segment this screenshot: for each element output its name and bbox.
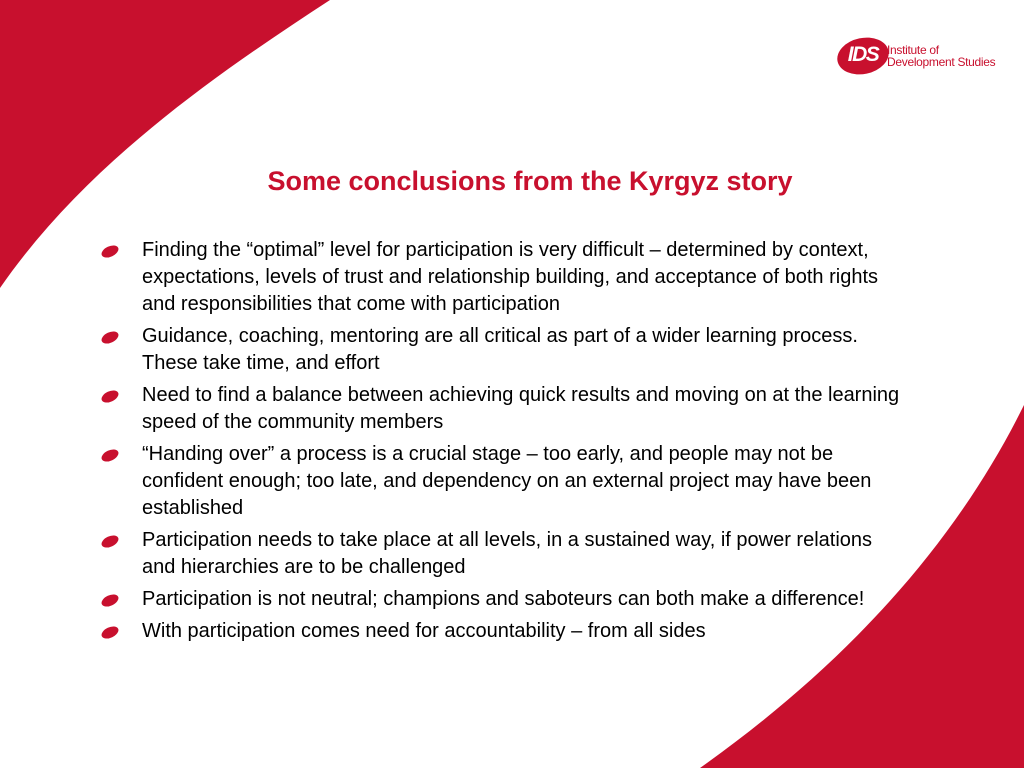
- logo-wordmark: [887, 44, 995, 68]
- bullet-text: Participation needs to take place at all levels, in a sustained way, if power relations and hierarchies are to be challenged: [142, 529, 873, 578]
- bullet-text: Finding the “optimal” level for participation is very difficult – determined by context, expectations, levels of trust and relationship building, and acceptance of both rights and responsibilities that come with participation: [142, 239, 879, 315]
- bullet-list: [142, 237, 902, 650]
- bullet-text: “Handing over” a process is a crucial stage – too early, and people may not be confident enough; too late, and dependency on an external project may have been established: [142, 443, 872, 519]
- logo-badge-text: IDS: [847, 43, 879, 66]
- bullet-item: [142, 586, 902, 613]
- bullet-item: [142, 618, 902, 645]
- red-ellipse-bullet-icon: [100, 390, 120, 403]
- bullet-item: [142, 441, 902, 522]
- bullet-item: [142, 382, 902, 436]
- logo-line-1: Institute of: [887, 43, 939, 57]
- bullet-text: With participation comes need for accountability – from all sides: [142, 620, 706, 642]
- bullet-text: Guidance, coaching, mentoring are all critical as part of a wider learning process. These take time, and effort: [142, 325, 858, 374]
- red-ellipse-bullet-icon: [100, 626, 120, 639]
- red-ellipse-bullet-icon: [100, 331, 120, 344]
- ids-logo: [836, 36, 1006, 76]
- slide-title: Some conclusions from the Kyrgyz story: [267, 166, 793, 196]
- red-ellipse-bullet-icon: [100, 535, 120, 548]
- bullet-item: [142, 323, 902, 377]
- red-ellipse-bullet-icon: [100, 449, 120, 462]
- red-ellipse-bullet-icon: [100, 245, 120, 258]
- bullet-text: Need to find a balance between achieving quick results and moving on at the learning speed of the community members: [142, 384, 900, 433]
- bullet-text: Participation is not neutral; champions and saboteurs can both make a difference!: [142, 588, 865, 610]
- bullet-item: [142, 527, 902, 581]
- red-ellipse-bullet-icon: [100, 594, 120, 607]
- bullet-item: [142, 237, 902, 318]
- logo-line-2: Development Studies: [887, 55, 996, 69]
